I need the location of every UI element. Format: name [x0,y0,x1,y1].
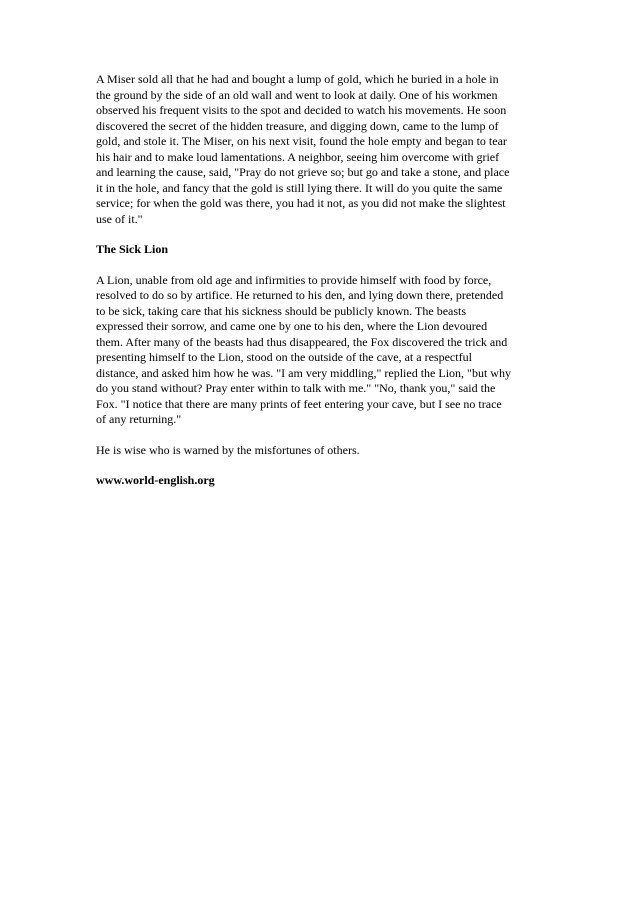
paragraph-line: observed his frequent visits to the spot and decided to watch his movements. He soon [96,103,507,117]
miser-paragraph [96,72,550,227]
paragraph-line: presenting himself to the Lion, stood on the outside of the cave, at a respectful [96,350,472,364]
paragraph-line: A Lion, unable from old age and infirmities to provide himself with food by force, [96,272,492,287]
paragraph-line: gold, and stole it. The Miser, on his next visit, found the hole empty and began to tear [96,134,507,148]
website-link[interactable]: www.world-english.org [96,473,215,487]
paragraph-line: service; for when the gold was there, you had it not, as you did not make the slightest [96,196,506,210]
paragraph-line: to be sick, taking care that his sickness should be publicly known. The beasts [96,303,467,318]
paragraph-line: it in the hole, and fancy that the gold is still lying there. It will do you quite the same [96,180,503,195]
paragraph-line: do you stand without? Pray enter within to talk with me." "No, thank you," said the [96,381,496,395]
document-page [96,72,550,489]
paragraph-line: of any returning." [96,412,182,426]
paragraph-line: and learning the cause, said, "Pray do not grieve so; but go and take a stone, and place [96,165,510,179]
paragraph-line: resolved to do so by artifice. He returned to his den, and lying down there, pretended [96,288,504,302]
paragraph-line: use of it." [96,211,143,226]
moral-text: He is wise who is warned by the misfortunes of others. [96,442,360,457]
paragraph-line: Fox. "I notice that there are many prints of feet entering your cave, but I see no trace [96,396,502,411]
section-title-sick-lion: The Sick Lion [96,242,169,256]
paragraph-line: them. After many of the beasts had thus disappeared, the Fox discovered the trick and [96,334,508,349]
paragraph-line: A Miser sold all that he had and bought a lump of gold, which he buried in a hole in [96,72,499,86]
paragraph-line: discovered the secret of the hidden treasure, and digging down, came to the lump of [96,118,499,133]
paragraph-line: the ground by the side of an old wall and went to look at daily. One of his workmen [96,87,498,102]
sick-lion-paragraph [96,273,550,428]
paragraph-line: his hair and to make loud lamentations. A neighbor, seeing him overcome with grief [96,149,500,164]
paragraph-line: distance, and asked him how he was. "I am very middling," replied the Lion, "but why [96,365,511,380]
paragraph-line: expressed their sorrow, and came one by one to his den, where the Lion devoured [96,319,488,333]
